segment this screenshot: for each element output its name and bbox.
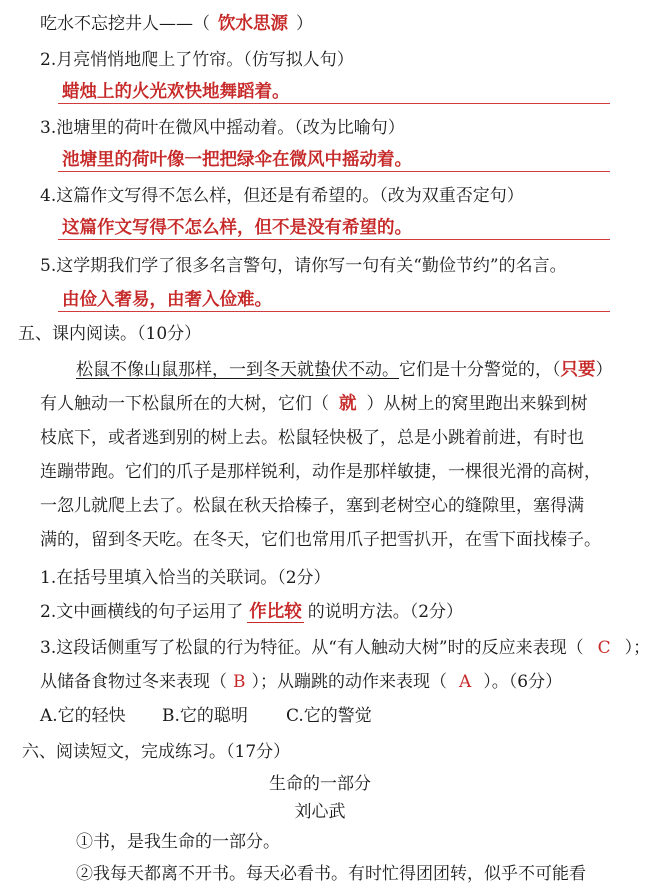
passage-line-4: 连蹦带跑。它们的爪子是那样锐利，动作是那样敏捷，一棵很光滑的高树，	[40, 462, 601, 482]
reading-q2	[40, 600, 463, 624]
reading-q3-answer-1: C	[597, 638, 611, 658]
q3-answer-rule	[58, 171, 610, 172]
reading-q3-line-1	[40, 636, 650, 660]
blank1-answer: 只要	[560, 360, 596, 380]
option-b: B.它的聪明	[162, 706, 248, 726]
q2-prompt: 2.月亮悄悄地爬上了竹帘。（仿写拟人句）	[40, 50, 354, 70]
passage-line-1-end: ）	[595, 360, 613, 380]
article-title: 生命的一部分	[269, 774, 371, 794]
section6-heading: 六、阅读短文，完成练习。（17分）	[22, 742, 291, 762]
reading-q3-line2-a: 从储备食物过冬来表现（	[40, 672, 227, 692]
reading-q2-post: 的说明方法。（2分）	[307, 602, 464, 622]
passage-line-5: 一忽儿就爬上去了。松鼠在秋天拾榛子，塞到老树空心的缝隙里，塞得满	[40, 496, 584, 516]
q5-answer-rule	[58, 311, 610, 312]
article-para-2: ②我每天都离不开书。每天必看书。有时忙得团团转，似乎不可能看	[76, 864, 586, 884]
option-c: C.它的警觉	[286, 706, 372, 726]
passage-line-1	[76, 358, 613, 382]
reading-q3-answer-2: B	[233, 672, 246, 692]
reading-q3-line2-c: ）。（6分）	[483, 672, 563, 692]
reading-q2-answer: 作比较	[249, 602, 302, 622]
passage-line-2	[40, 392, 588, 416]
reading-q3-line1-post: ）；	[624, 638, 650, 658]
article-para-1: ①书，是我生命的一部分。	[76, 832, 280, 852]
reading-q3-line2-b: ）；从蹦跳的动作来表现（	[251, 672, 447, 692]
article-author: 刘心武	[294, 802, 346, 822]
q4-answer: 这篇作文写得不怎么样，但不是没有希望的。	[62, 218, 412, 238]
section5-heading: 五、课内阅读。（10分）	[18, 324, 202, 344]
q1-line	[40, 12, 313, 36]
passage-line-2-post: ）从树上的窝里跑出来躲到树	[366, 394, 588, 414]
blank2-answer: 就	[339, 394, 357, 414]
q5-prompt: 5.这学期我们学了很多名言警句，请你写一句有关“勤俭节约”的名言。	[40, 256, 567, 276]
q2-answer: 蜡烛上的火光欢快地舞蹈着。	[62, 82, 290, 102]
reading-q1: 1.在括号里填入恰当的关联词。（2分）	[40, 568, 331, 588]
passage-line-1-rest: 它们是十分警觉的，（	[399, 360, 561, 380]
q3-answer: 池塘里的荷叶像一把把绿伞在微风中摇动着。	[62, 150, 412, 170]
reading-q3-answer-3: A	[459, 672, 472, 692]
q4-answer-rule	[58, 239, 610, 240]
reading-q3-pre: 3.这段话侧重写了松鼠的行为特征。从“有人触动大树”时的反应来表现（	[40, 638, 584, 658]
passage-line-3: 枝底下，或者逃到别的树上去。松鼠轻快极了，总是小跳着前进，有时也	[40, 428, 584, 448]
q1-prefix: 吃水不忘挖井人——（	[40, 14, 210, 34]
q1-answer: 饮水思源	[218, 14, 288, 34]
reading-q3-line-2	[40, 670, 562, 694]
q1-suffix: ）	[296, 14, 313, 34]
q5-answer: 由俭入奢易，由奢入俭难。	[62, 290, 272, 310]
q3-prompt: 3.池塘里的荷叶在微风中摇动着。（改为比喻句）	[40, 118, 405, 138]
passage-line-6: 满的，留到冬天吃。在冬天，它们也常用爪子把雪扒开，在雪下面找榛子。	[40, 530, 601, 550]
q4-prompt: 4.这篇作文写得不怎么样，但还是有希望的。（改为双重否定句）	[40, 186, 524, 206]
q2-answer-rule	[58, 103, 610, 104]
reading-q2-pre: 2.文中画横线的句子运用了	[40, 602, 244, 622]
passage-line-2-pre: 有人触动一下松鼠所在的大树，它们（	[40, 394, 329, 414]
underlined-sentence: 松鼠不像山鼠那样，一到冬天就蛰伏不动。	[76, 360, 399, 380]
option-a: A.它的轻快	[40, 706, 126, 726]
